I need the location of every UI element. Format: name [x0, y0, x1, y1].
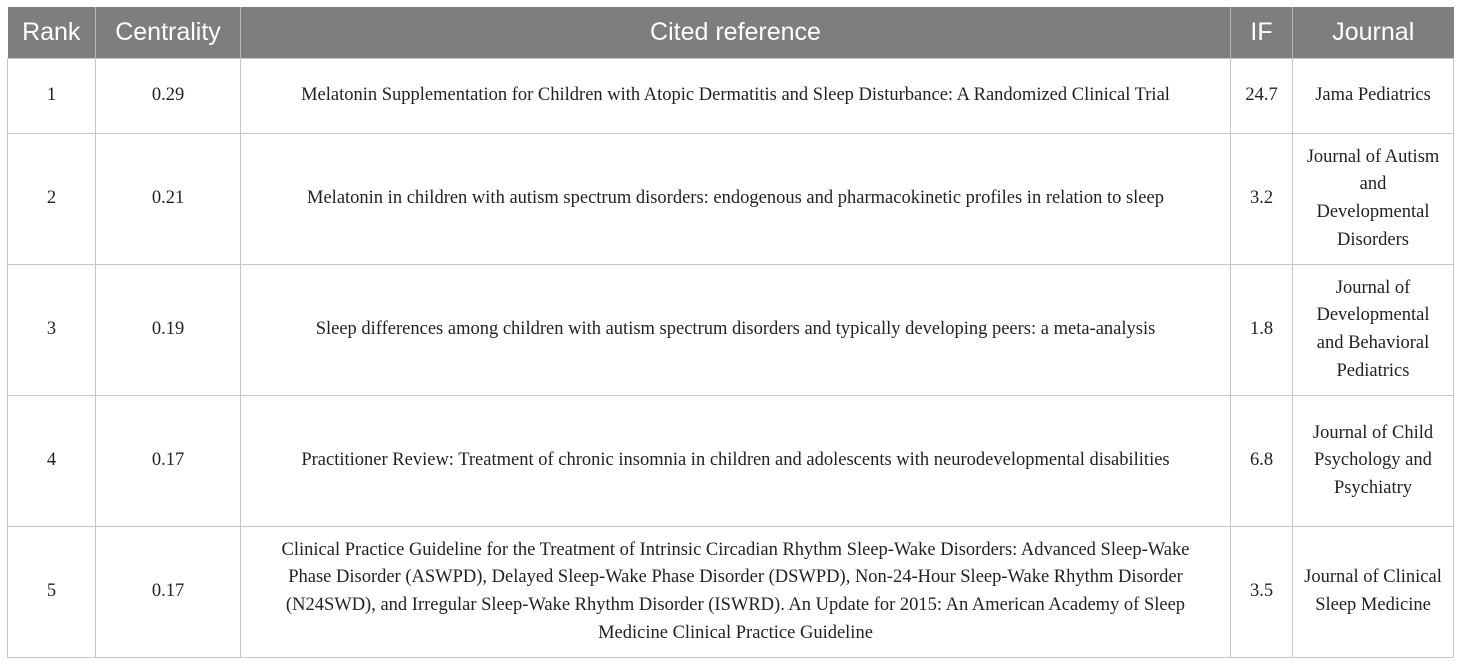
cell-impact-factor: 24.7: [1231, 59, 1293, 134]
cell-rank: 4: [8, 396, 96, 527]
table-row: [8, 134, 1454, 265]
cell-impact-factor: 3.5: [1231, 527, 1293, 658]
cell-journal: Jama Pediatrics: [1293, 59, 1454, 134]
cell-journal: Journal of Autism and Developmental Disorders: [1293, 134, 1454, 265]
cited-references-table: [7, 7, 1454, 658]
cell-impact-factor: 3.2: [1231, 134, 1293, 265]
cell-journal: Journal of Developmental and Behavioral Pediatrics: [1293, 265, 1454, 396]
cell-cited-reference: Melatonin Supplementation for Children with Atopic Dermatitis and Sleep Disturbance: A Randomized Clinical Trial: [241, 59, 1231, 134]
cell-rank: 2: [8, 134, 96, 265]
header-row: [8, 7, 1454, 59]
table-row: [8, 59, 1454, 134]
cell-rank: 1: [8, 59, 96, 134]
cell-centrality: 0.19: [96, 265, 241, 396]
cell-cited-reference: Clinical Practice Guideline for the Treatment of Intrinsic Circadian Rhythm Sleep-Wake Disorders: Advanced Sleep-Wake Phase Disorder (ASWPD), Delayed Sleep-Wake Phase Disorder (DSWPD), Non-24-Hour Sleep-Wake Rhythm Disorder (N24SWD), and Irregular Sleep-Wake Rhythm Disorder (ISWRD). An Update for 2015: An American Academy of Sleep Medicine Clinical Practice Guideline: [241, 527, 1231, 658]
cell-journal: Journal of Clinical Sleep Medicine: [1293, 527, 1454, 658]
cell-centrality: 0.29: [96, 59, 241, 134]
cell-cited-reference: Practitioner Review: Treatment of chronic insomnia in children and adolescents with neurodevelopmental disabilities: [241, 396, 1231, 527]
header-journal: Journal: [1293, 7, 1454, 59]
cell-impact-factor: 6.8: [1231, 396, 1293, 527]
table-row: [8, 396, 1454, 527]
cited-references-table-container: [7, 7, 1453, 658]
header-cited-reference: Cited reference: [241, 7, 1231, 59]
cell-rank: 3: [8, 265, 96, 396]
cell-rank: 5: [8, 527, 96, 658]
table-row: [8, 265, 1454, 396]
header-impact-factor: IF: [1231, 7, 1293, 59]
header-rank: Rank: [8, 7, 96, 59]
cell-cited-reference: Melatonin in children with autism spectrum disorders: endogenous and pharmacokinetic profiles in relation to sleep: [241, 134, 1231, 265]
cell-centrality: 0.17: [96, 527, 241, 658]
cell-centrality: 0.17: [96, 396, 241, 527]
cell-cited-reference: Sleep differences among children with autism spectrum disorders and typically developing peers: a meta-analysis: [241, 265, 1231, 396]
cell-centrality: 0.21: [96, 134, 241, 265]
cell-impact-factor: 1.8: [1231, 265, 1293, 396]
cell-journal: Journal of Child Psychology and Psychiatry: [1293, 396, 1454, 527]
table-row: [8, 527, 1454, 658]
header-centrality: Centrality: [96, 7, 241, 59]
table-header: [8, 7, 1454, 59]
table-body: [8, 59, 1454, 658]
